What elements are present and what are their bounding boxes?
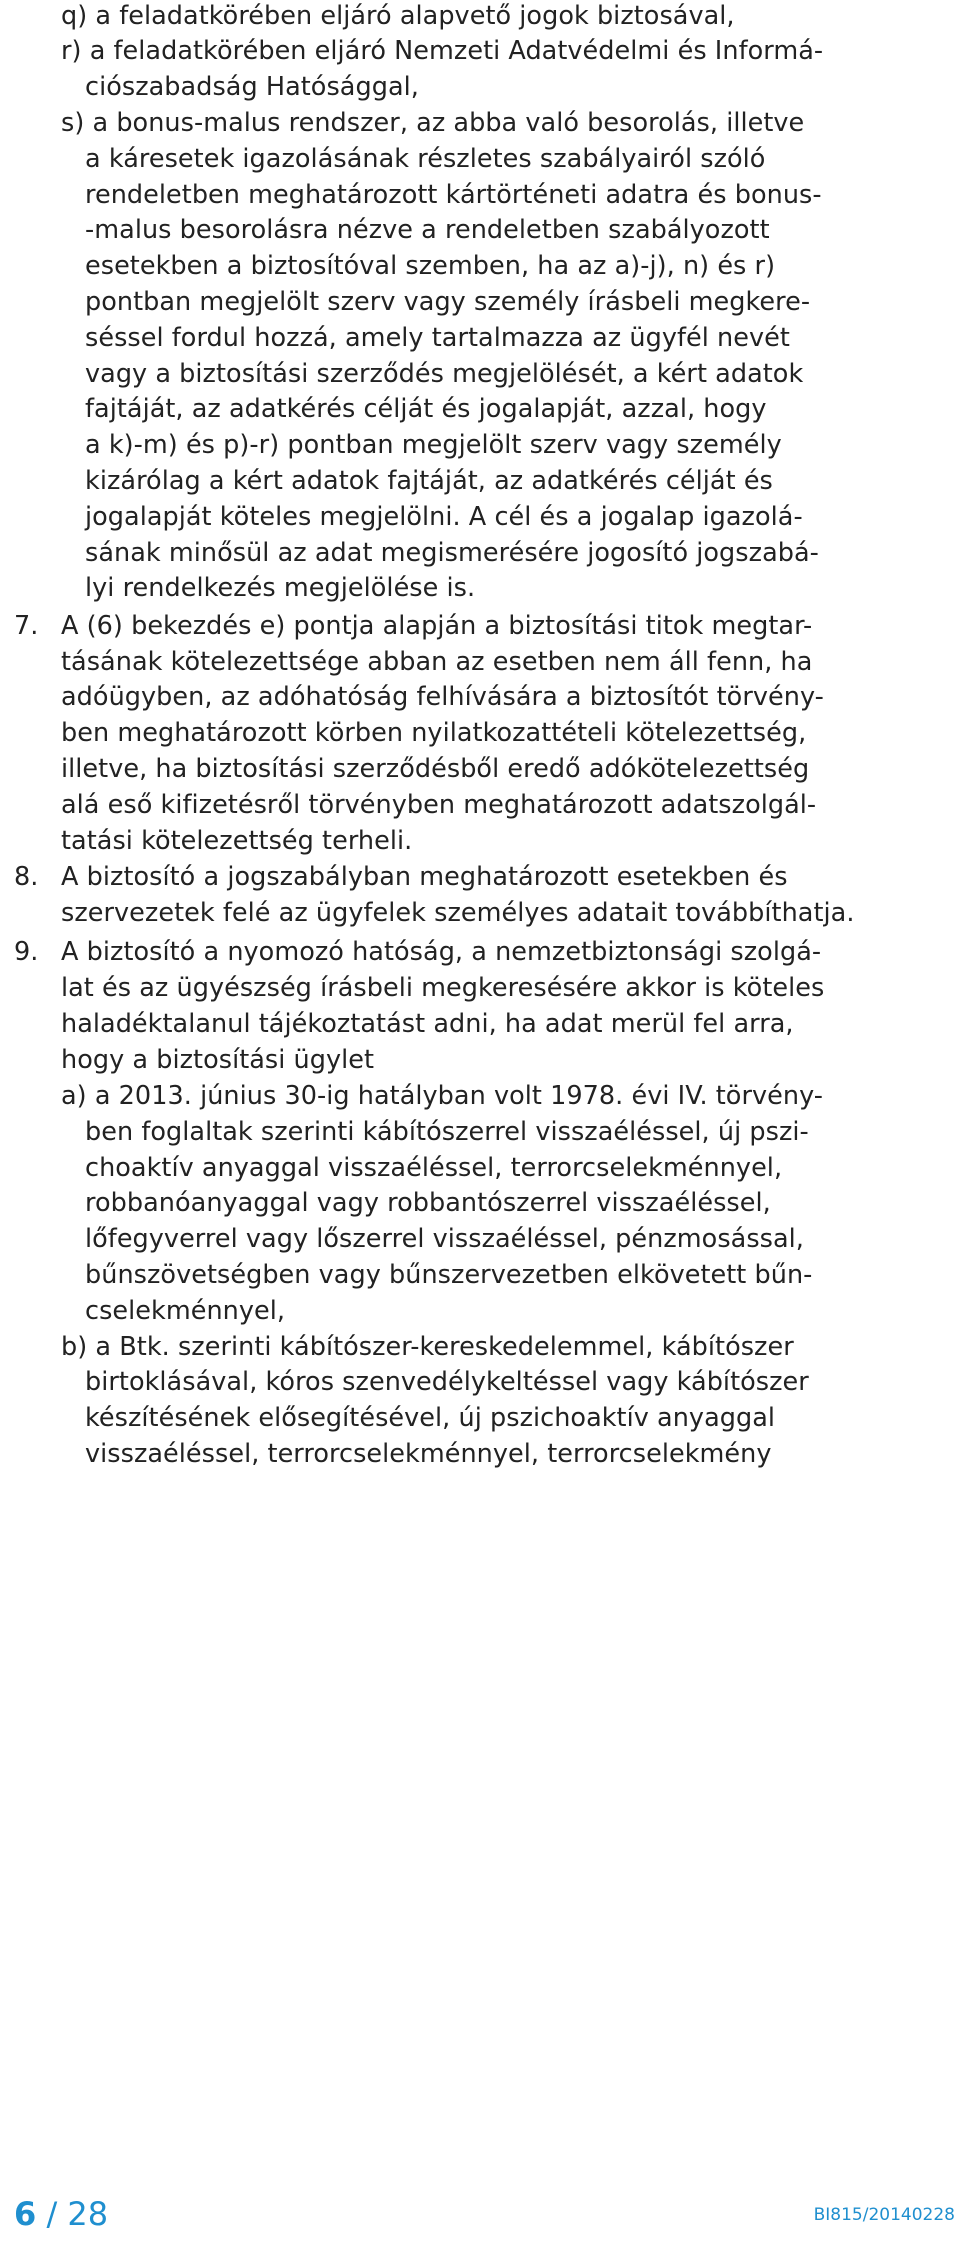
text-line: szervezetek felé az ügyfelek személyes adatait továbbíthatja.	[61, 898, 855, 928]
text-line: illetve, ha biztosítási szerződésből eredő adókötelezettség	[61, 754, 810, 784]
item-number: 9.	[14, 937, 39, 967]
text-line: rendeletben meghatározott kártörténeti adatra és bonus-	[85, 180, 822, 210]
text-line: séssel fordul hozzá, amely tartalmazza az ügyfél nevét	[85, 323, 790, 353]
text-line: ben foglaltak szerinti kábítószerrel visszaéléssel, új pszi-	[85, 1117, 809, 1147]
text-line: haladéktalanul tájékoztatást adni, ha adat merül fel arra,	[61, 1009, 794, 1039]
page-total: / 28	[46, 2195, 109, 2233]
text-line: s) a bonus-malus rendszer, az abba való besorolás, illetve	[61, 108, 805, 138]
text-line: A biztosító a jogszabályban meghatározott esetekben és	[61, 862, 788, 892]
text-line: ben meghatározott körben nyilatkozattételi kötelezettség,	[61, 718, 807, 748]
text-line: lat és az ügyészség írásbeli megkeresésére akkor is köteles	[61, 973, 825, 1003]
text-line: adóügyben, az adóhatóság felhívására a biztosítót törvény-	[61, 682, 824, 712]
text-line: choaktív anyaggal visszaéléssel, terrorcselekménnyel,	[85, 1153, 783, 1183]
text-line: készítésének elősegítésével, új pszichoaktív anyaggal	[85, 1403, 776, 1433]
text-line: robbanóanyaggal vagy robbantószerrel visszaéléssel,	[85, 1188, 771, 1218]
text-line: lőfegyverrel vagy lőszerrel visszaéléssel, pénzmosással,	[85, 1224, 804, 1254]
item-number: 7.	[14, 611, 39, 641]
page-number: 6	[14, 2195, 37, 2233]
text-line: a k)-m) és p)-r) pontban megjelölt szerv vagy személy	[85, 430, 782, 460]
text-line: sának minősül az adat megismerésére jogosító jogszabá-	[85, 538, 819, 568]
text-line: a káresetek igazolásának részletes szabályairól szóló	[85, 144, 766, 174]
text-line: visszaéléssel, terrorcselekménnyel, terrorcselekmény	[85, 1439, 772, 1469]
text-line: b) a Btk. szerinti kábítószer-kereskedelemmel, kábítószer	[61, 1332, 794, 1362]
text-line: bűnszövetségben vagy bűnszervezetben elkövetett bűn-	[85, 1260, 813, 1290]
text-line: A biztosító a nyomozó hatóság, a nemzetbiztonsági szolgá-	[61, 937, 822, 967]
text-line: lyi rendelkezés megjelölése is.	[85, 573, 476, 603]
text-line: fajtáját, az adatkérés célját és jogalapját, azzal, hogy	[85, 394, 767, 424]
text-line: tásának kötelezettsége abban az esetben nem áll fenn, ha	[61, 647, 813, 677]
text-line: A (6) bekezdés e) pontja alapján a biztosítási titok megtar-	[61, 611, 813, 641]
text-line: ciószabadság Hatósággal,	[85, 72, 419, 102]
text-line: alá eső kifizetésről törvényben meghatározott adatszolgál-	[61, 790, 817, 820]
text-line: hogy a biztosítási ügylet	[61, 1045, 375, 1075]
text-line: -malus besorolásra nézve a rendeletben szabályozott	[85, 215, 770, 245]
text-line: r) a feladatkörében eljáró Nemzeti Adatvédelmi és Informá-	[61, 36, 824, 66]
text-line: q) a feladatkörében eljáró alapvető jogok biztosával,	[61, 1, 735, 31]
text-line: kizárólag a kért adatok fajtáját, az adatkérés célját és	[85, 466, 773, 496]
text-line: jogalapját köteles megjelölni. A cél és a jogalap igazolá-	[85, 502, 803, 532]
text-line: tatási kötelezettség terheli.	[61, 826, 413, 856]
text-line: pontban megjelölt szerv vagy személy írásbeli megkere-	[85, 287, 811, 317]
text-line: esetekben a biztosítóval szemben, ha az a)-j), n) és r)	[85, 251, 776, 281]
page-indicator	[14, 2194, 108, 2234]
text-line: a) a 2013. június 30-ig hatályban volt 1978. évi IV. törvény-	[61, 1081, 824, 1111]
item-number: 8.	[14, 862, 39, 892]
text-line: birtoklásával, kóros szenvedélykeltéssel vagy kábítószer	[85, 1367, 809, 1397]
text-line: cselekménnyel,	[85, 1296, 286, 1326]
text-line: vagy a biztosítási szerződés megjelölését, a kért adatok	[85, 359, 804, 389]
document-code: BI815/20140228	[813, 2205, 955, 2225]
